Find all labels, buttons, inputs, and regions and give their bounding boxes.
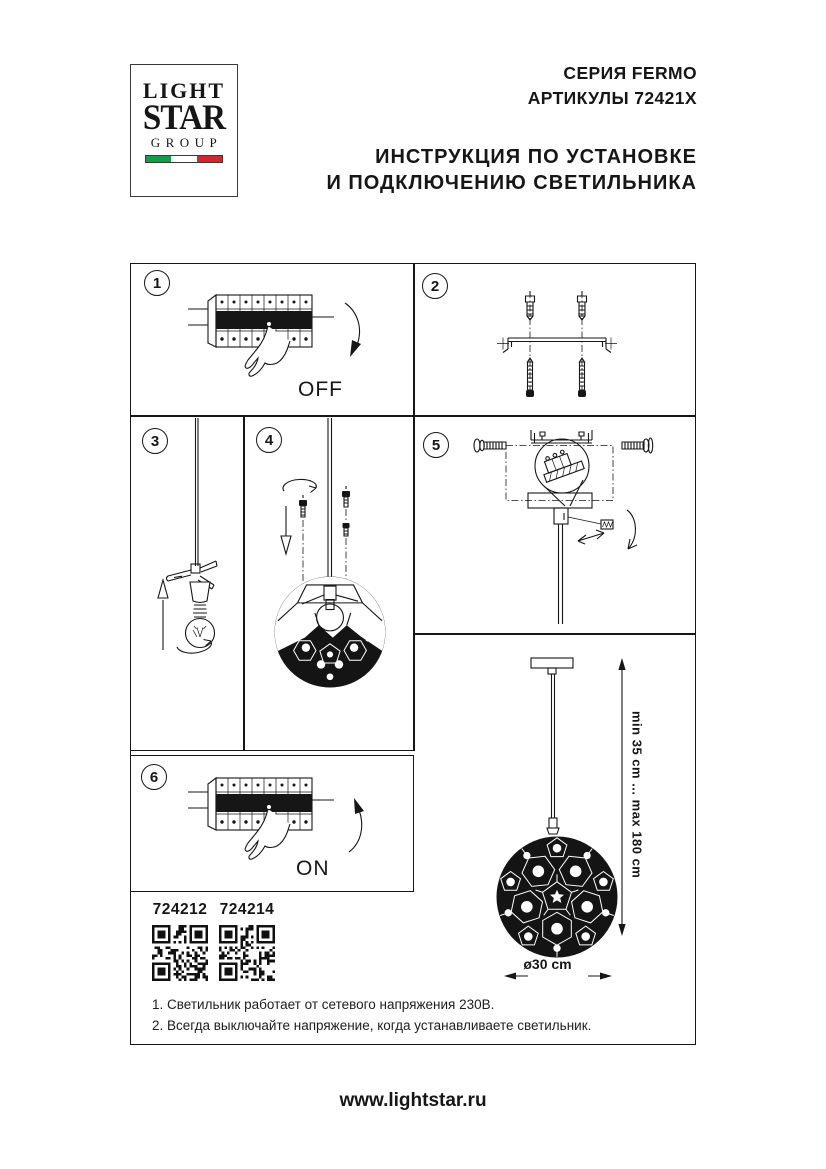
article-number-2: 724214	[219, 901, 275, 918]
note-line-2: 2. Всегда выключайте напряжение, когда устанавливаете светильник.	[152, 1018, 592, 1033]
wall-anchor-icon	[526, 291, 587, 320]
arrow-up-icon	[158, 580, 168, 650]
series-label: СЕРИЯ FERMO	[563, 63, 697, 83]
terminal-block-magnifier	[535, 439, 589, 506]
shade-cap-icon	[547, 818, 559, 834]
on-label: ON	[296, 857, 330, 880]
divider-panels34-bottom	[130, 750, 415, 752]
height-range-label: min 35 cm ... max 180 cm	[629, 711, 645, 879]
rotate-arrow-icon	[283, 479, 316, 492]
flag-green-segment	[146, 156, 171, 162]
suspension-cord	[328, 418, 332, 578]
arrow-up-icon	[349, 798, 364, 852]
divider-panel5-bottom	[413, 633, 696, 635]
qr-code-724212	[152, 925, 208, 981]
ceiling-plate-icon	[531, 658, 573, 674]
pendant-dimensions-illustration	[416, 636, 695, 1043]
adjust-arrow-icon	[578, 530, 604, 544]
instruction-title-line2: И ПОДКЛЮЧЕНИЮ СВЕТИЛЬНИКА	[326, 172, 697, 194]
arrow-down-icon	[281, 506, 291, 554]
instruction-title-line1: ИНСТРУКЦИЯ ПО УСТАНОВКЕ	[375, 146, 697, 168]
set-screw-icon	[568, 517, 613, 529]
lamp-shade-open-top	[274, 576, 386, 688]
shade-install-illustration	[246, 418, 412, 749]
height-dimension-line	[618, 658, 625, 936]
step-6-digit: 6	[149, 768, 159, 786]
flag-white-segment	[171, 156, 196, 162]
step-5-digit: 5	[431, 436, 441, 454]
arrow-down-icon	[345, 303, 361, 357]
note-line-1: 1. Светильник работает от сетевого напряжения 230В.	[152, 997, 495, 1012]
step-2-digit: 2	[430, 277, 440, 295]
logo-word-group: GROUP	[150, 135, 223, 150]
article-number-1: 724212	[152, 901, 208, 918]
circuit-breakers-on-illustration	[132, 758, 412, 891]
ceiling-bracket-icon	[531, 430, 592, 443]
step-3-digit: 3	[150, 432, 160, 450]
bulb-install-illustration	[132, 418, 242, 749]
header-text-block	[326, 61, 697, 196]
canopy-mount-illustration	[416, 418, 695, 632]
off-label: OFF	[298, 378, 343, 401]
mounting-screw-icon	[526, 358, 586, 397]
italian-flag-icon	[145, 155, 223, 163]
divider-col-34	[243, 416, 245, 750]
suspension-rod	[552, 674, 555, 818]
circuit-breakers-off-illustration	[132, 265, 413, 415]
instruction-title	[326, 144, 697, 196]
step-4-digit: 4	[264, 431, 274, 449]
website-url: www.lightstar.ru	[339, 1090, 487, 1111]
socket-spider-icon	[167, 561, 218, 603]
canopy-icon	[528, 493, 592, 624]
articles-label: АРТИКУЛЫ 72421X	[527, 88, 697, 108]
divider-col-main	[413, 263, 415, 751]
rotate-arrow-icon	[627, 510, 637, 549]
safety-notes	[152, 994, 591, 1036]
diameter-dimension-line	[504, 973, 612, 980]
step-1-digit: 1	[152, 274, 162, 292]
logo-word-star: STAR	[142, 97, 226, 137]
lamp-shade-ball	[496, 836, 618, 958]
logo-word-light: LIGHT	[142, 78, 226, 103]
flag-red-segment	[197, 156, 222, 162]
diameter-label: ø30 cm	[523, 956, 572, 972]
qr-code-724214	[219, 925, 275, 981]
lightstar-logo	[130, 64, 238, 197]
suspension-cord	[196, 418, 199, 566]
mounting-bracket-icon	[497, 338, 617, 353]
mounting-kit-illustration	[416, 265, 695, 415]
